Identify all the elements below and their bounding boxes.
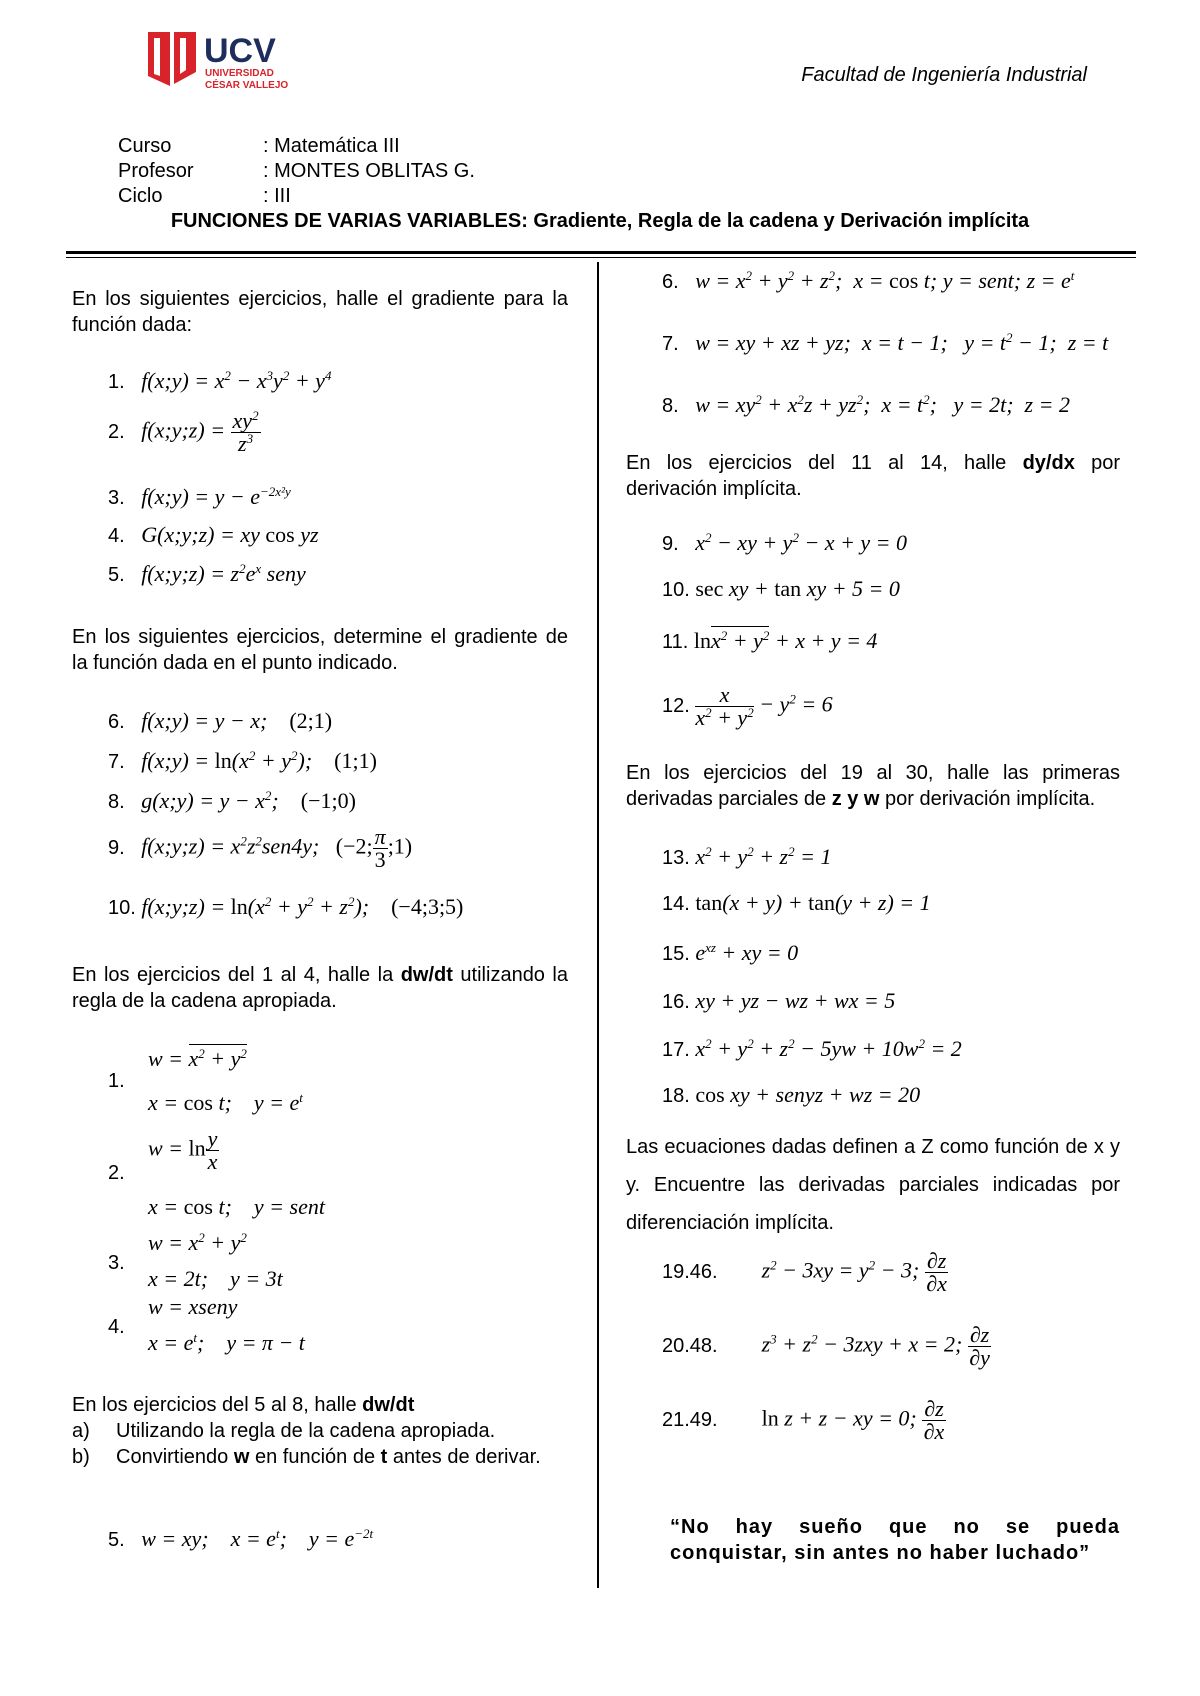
title-rule xyxy=(66,251,1136,254)
partial-exercise-17: 17. $x^2 + y^2 + z^2 - 5yw + 10w^2 = 2$ xyxy=(662,1036,962,1061)
intro-gradient xyxy=(72,286,568,338)
title-rule-thin xyxy=(66,257,1136,258)
intro-chain-rule-text: En los ejercicios del 1 al 4, halle la dw/dt utilizando la regla de la cadena apropiada. xyxy=(72,964,568,1012)
exercise-5: 5. f(x;y;z) = $z^2e^x$ seny xyxy=(108,561,306,586)
intro-gradient-text: En los siguientes ejercicios, halle el gradiente para la función dada: xyxy=(72,288,568,336)
intro-implicit xyxy=(626,450,1120,502)
dwdt-exercise-7: 7. w = xy + xz + yz; x = t − 1; $y = t^2 - 1$; z = t xyxy=(662,330,1109,355)
ucv-logo xyxy=(148,28,308,98)
intro-gradient-point xyxy=(72,624,568,676)
exercise-4: 4. G(x;y;z) = xy cos yz xyxy=(108,522,319,547)
implicit-exercise-12: 12. $\frac{x}{x^2 + y^2}$ − $y^2 = 6$ xyxy=(662,682,833,730)
exercise-10: 10. f(x;y;z) = $\ln(x^2 + y^2 + z^2)$; (−4;3;5) xyxy=(108,894,464,919)
zfunc-exercise-20: 20.48. $z^3 + z^2 - 3zxy + x = 2$; $\frac{\partial z}{\partial y}$ xyxy=(662,1322,990,1370)
exercise-8: 8. g(x;y) = $y - x^2$; (−1;0) xyxy=(108,788,356,813)
exercise-2: 2. f(x;y;z) = $\frac{xy^2}{z^3}$ xyxy=(108,408,259,456)
partial-exercise-15: 15. $e^{xz}$ + xy = 0 xyxy=(662,940,799,965)
partial-exercise-16: 16. xy + yz − wz + wx = 5 xyxy=(662,988,896,1013)
course-meta xyxy=(118,134,475,209)
logo-sub2: CÉSAR VALLEJO xyxy=(205,80,289,91)
cycle-label: Ciclo xyxy=(118,185,163,207)
teacher-label: Profesor xyxy=(118,160,194,182)
list-item-b: b) Convirtiendo w en función de t antes de derivar. xyxy=(72,1446,541,1468)
implicit-exercise-9: 9. $x^2$ − xy + $y^2 - x + y = 0$ xyxy=(662,530,908,555)
course-value: : Matemática III xyxy=(263,135,400,157)
exercise-3: 3. f(x;y) = $y - e^{-2x^2y}$ xyxy=(108,484,291,509)
intro-partial xyxy=(626,760,1120,812)
exercise-7: 7. f(x;y) = $\ln(x^2 + y^2)$; (1;1) xyxy=(108,748,377,773)
dwdt-exercise-5: 5. w = xy; $x = e^t$; $y = e^{-2t}$ xyxy=(108,1526,374,1551)
column-divider xyxy=(597,262,599,1588)
exercise-6: 6. f(x;y) = y − x; (2;1) xyxy=(108,708,333,733)
dwdt-exercise-6: 6. $w = x^2 + y^2 + z^2$; x = cos t; y = sent; $z = e^t$ xyxy=(662,268,1075,293)
zfunc-exercise-19: 19.46. $z^2 - 3xy = y^2 - 3$; $\frac{\partial z}{\partial x}$ xyxy=(662,1248,947,1296)
intro-chain-rule xyxy=(72,962,568,1014)
dwdt-exercise-8: 8. $w = xy^2 + x^2z + yz^2$; $x = t^2$; y = 2t; z = 2 xyxy=(662,392,1070,417)
partial-exercise-18: 18. cos xy + senyz + wz = 20 xyxy=(662,1082,921,1107)
ucv-logo-mark xyxy=(148,28,308,98)
logo-text: UCV xyxy=(204,32,276,70)
faculty-name: Facultad de Ingeniería Industrial xyxy=(801,64,1087,86)
zfunc-exercise-21: 21.49. ln z + z − xy = 0; $\frac{\partial z}{\partial x}$ xyxy=(662,1396,945,1444)
intro-partial-text: En los ejercicios del 19 al 30, halle las primeras derivadas parciales de z y w por derivación implícita. xyxy=(626,762,1120,810)
teacher-value: : MONTES OBLITAS G. xyxy=(263,160,475,182)
partial-exercise-14: 14. tan(x + y) + tan(y + z) = 1 xyxy=(662,890,931,915)
intro-gradient-point-text: En los siguientes ejercicios, determine el gradiente de la función dada en el punto indicado. xyxy=(72,626,568,674)
intro-z-function xyxy=(626,1128,1120,1242)
implicit-exercise-10: 10. sec xy + tan xy + 5 = 0 xyxy=(662,576,900,601)
course-label: Curso xyxy=(118,135,172,157)
closing-quote xyxy=(670,1514,1120,1566)
intro-implicit-text: En los ejercicios del 11 al 14, halle dy/dx por derivación implícita. xyxy=(626,452,1120,500)
intro-dwdt-text: En los ejercicios del 5 al 8, halle dw/dt xyxy=(72,1394,415,1416)
page-title: FUNCIONES DE VARIAS VARIABLES: Gradiente, Regla de la cadena y Derivación implícita xyxy=(170,210,1030,232)
intro-z-function-text: Las ecuaciones dadas definen a Z como función de x y y. Encuentre las derivadas parciales indicadas por diferenciación implícita. xyxy=(626,1136,1120,1234)
partial-exercise-13: 13. $x^2 + y^2 + z^2 = 1$ xyxy=(662,844,832,869)
implicit-exercise-11: 11. $\ln x^2 + y^2 + x + y = 4$ xyxy=(662,628,878,653)
list-item-a: a) Utilizando la regla de la cadena apropiada. xyxy=(72,1420,496,1442)
logo-sub1: UNIVERSIDAD xyxy=(205,68,274,79)
cycle-value: : III xyxy=(263,185,291,207)
closing-quote-text: “No hay sueño que no se pueda conquistar, sin antes no haber luchado” xyxy=(670,1516,1120,1564)
exercise-9: 9. f(x;y;z) = $x^2z^2sen4y$; (−2; $\frac{\pi}{3}$ ;1) xyxy=(108,824,413,872)
exercise-1: 1. f(x;y) = $x^2 - x^3y^2 + y^4$ xyxy=(108,368,332,393)
intro-dwdt xyxy=(72,1392,568,1470)
